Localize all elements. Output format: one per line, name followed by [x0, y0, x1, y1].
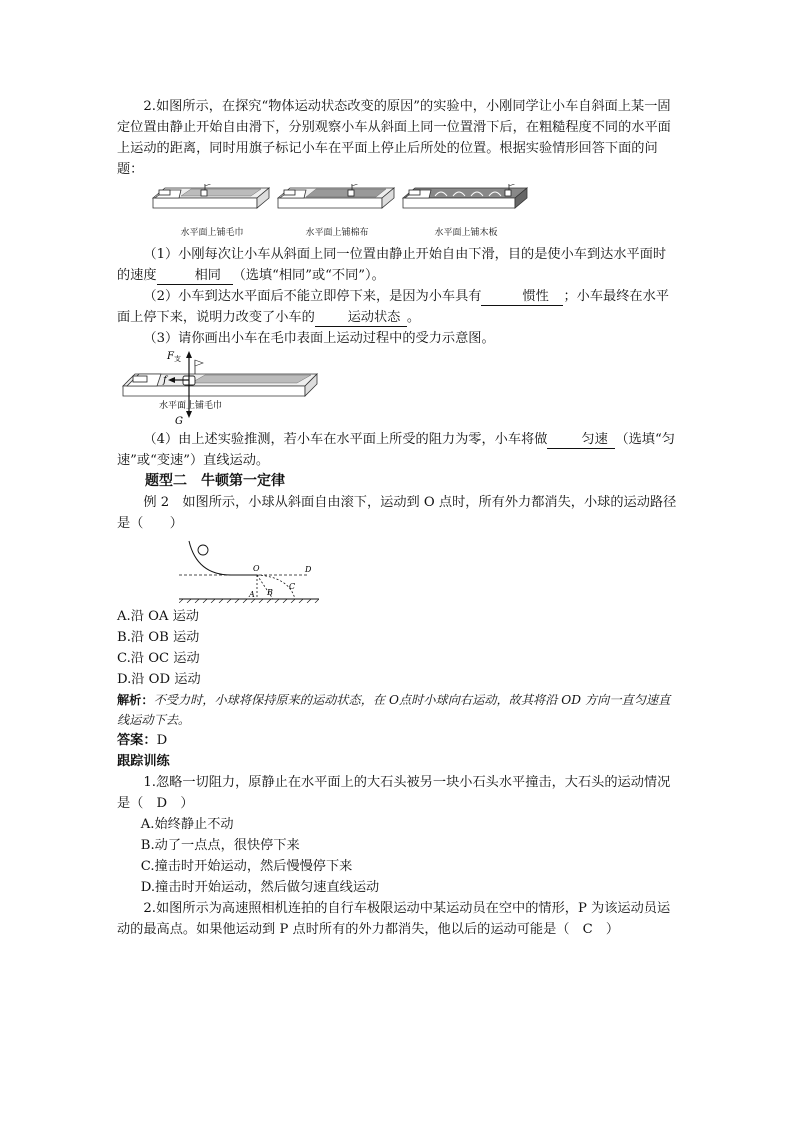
point-d: D	[305, 565, 312, 574]
answer-label: 答案：	[117, 733, 157, 748]
example-option-d: D.沿 OD 运动	[117, 672, 201, 687]
q2-part2-text-c: 。	[406, 310, 420, 325]
example-option-b: B.沿 OB 运动	[117, 630, 200, 645]
analysis-label: 解析：	[117, 693, 154, 707]
point-o: O	[253, 564, 260, 573]
cotton-ramp-diagram	[276, 184, 398, 224]
q2-part1-text-b: （选填“相同”或“不同”）。	[232, 268, 385, 283]
q2-part3: （3）请你画出小车在毛巾表面上运动过程中的受力示意图。	[143, 331, 495, 346]
friction-label: f	[163, 375, 167, 386]
towel-ramp-diagram	[151, 184, 273, 224]
gravity-label: G	[175, 416, 183, 426]
force-diagram-svg	[121, 350, 321, 426]
force-f-label: F	[167, 351, 174, 362]
answer-value: D	[156, 733, 168, 748]
tracking-q1-stem: 1.忽略一切阻力，原静止在水平面上的大石头被另一块小石头水平撞击，大石头的运动情况是（ D ）	[117, 775, 671, 811]
figure-cotton	[276, 184, 398, 238]
tracking-q2-stem: 2.如图所示为高速照相机连拍的自行车极限运动中某运动员在空中的情形，P 为该运动员运动的最高点。如果他运动到 P 点时所有的外力都消失，他以后的运动可能是（ C ）	[117, 901, 671, 937]
document-page	[117, 96, 679, 940]
q2-part2	[117, 286, 679, 328]
force-diagram	[121, 350, 679, 426]
tracking-q1-option-b: B.动了一点点，很快停下来	[140, 838, 300, 853]
q2-part2-text-b: ；小车最终在水平面上停下来，说明力改变了小车的	[117, 289, 669, 325]
caption-cotton: 水平面上铺棉布	[305, 228, 369, 238]
example-stem: 例 2 如图所示，小球从斜面自由滚下，运动到 O 点时，所有外力都消失，小球的运动路径是（ ）	[117, 495, 677, 531]
figure-wood	[401, 184, 531, 238]
q2-part1	[117, 244, 679, 286]
ball-path-svg	[179, 537, 319, 603]
ball-path-figure	[179, 537, 679, 603]
example-option-a: A.沿 OA 运动	[117, 609, 199, 624]
point-c: C	[289, 582, 296, 591]
experiment-figure	[151, 184, 531, 238]
tracking-q1-option-d: D.撞击时开始运动，然后做匀速直线运动	[140, 880, 380, 895]
answer-blank-2: 惯性	[481, 289, 563, 306]
point-a: A	[249, 590, 255, 599]
q2-part2-text-a: （2）小车到达水平面后不能立即停下来，是因为小车具有	[143, 289, 482, 304]
answer	[117, 730, 679, 751]
caption-wood: 水平面上铺木板	[434, 228, 498, 238]
answer-blank-4: 匀速	[547, 432, 615, 449]
section-title: 题型二 牛顿第一定律	[145, 473, 285, 489]
point-b: B	[267, 588, 273, 597]
tracking-title: 跟踪训练	[117, 754, 170, 769]
fig2-caption: 水平面上铺毛巾	[159, 401, 223, 411]
answer-blank-3: 运动状态	[315, 310, 407, 327]
example-option-c: C.沿 OC 运动	[117, 651, 200, 666]
q2-stem: 2.如图所示，在探究“物体运动状态改变的原因”的实验中，小刚同学让小车自斜面上某一固定位置由静止开始自由滑下，分别观察小车从斜面上同一位置滑下后，在粗糙程度不同的水平面上运动的距离，同时用旗子标记小车在平面上停止后所处的位置。根据实验情形回答下面的问题：	[117, 99, 671, 177]
analysis-text: 不受力时，小球将保持原来的运动状态，在 O点时小球向右运动，故其将沿 OD 方向一直匀速直线运动下去。	[117, 693, 671, 727]
tracking-q1-option-a: A.始终静止不动	[140, 817, 234, 832]
analysis	[117, 690, 679, 730]
q2-part4-text-a: （4）由上述实验推测，若小车在水平面上所受的阻力为零，小车将做	[143, 432, 548, 447]
figure-towel	[151, 184, 273, 238]
force-f-subscript: 支	[174, 355, 181, 363]
q2-part1-text-a: （1）小刚每次让小车从斜面上同一位置由静止开始自由下滑，目的是使小车到达水平面时的速度	[117, 247, 667, 283]
q2-part4	[117, 429, 679, 471]
answer-blank-1: 相同	[157, 268, 233, 285]
caption-towel: 水平面上铺毛巾	[180, 228, 244, 238]
q2-part4-text-b: （选填“匀速”或“变速”）直线运动。	[117, 432, 675, 468]
wood-ramp-diagram	[401, 184, 531, 224]
tracking-q1-option-c: C.撞击时开始运动，然后慢慢停下来	[140, 859, 353, 874]
